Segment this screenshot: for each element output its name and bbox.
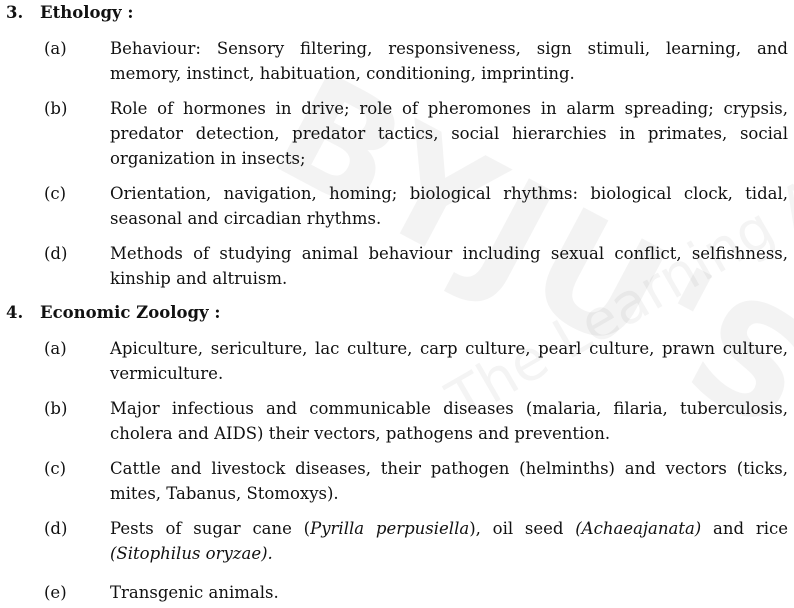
item-label: (a) xyxy=(44,39,67,58)
item-label: (a) xyxy=(44,339,67,358)
item-text: Apiculture, sericulture, lac culture, carp culture, pearl culture, prawn culture, vermiculture. xyxy=(110,339,788,383)
item-label: (d) xyxy=(44,244,68,263)
item-text: Behaviour: Sensory filtering, responsiveness, sign stimuli, learning, and memory, instinct, habituation, conditioning, imprinting. xyxy=(110,39,788,83)
item-text: Methods of studying animal behaviour including sexual conflict, selfishness, kinship and altruism. xyxy=(110,244,788,288)
species-name-sitophilus: (Sitophilus oryzae). xyxy=(110,544,273,563)
section-heading-ethology xyxy=(6,3,133,22)
section-title: Ethology : xyxy=(40,3,134,22)
item-label: (b) xyxy=(44,99,68,118)
item-text: Cattle and livestock diseases, their pathogen (helminths) and vectors (ticks, mites, Tabanus, Stomoxys). xyxy=(110,459,788,503)
section-title: Economic Zoology : xyxy=(40,303,221,322)
species-name-achaeajanata: (Achaeajanata) xyxy=(575,519,702,538)
item-text xyxy=(110,516,794,566)
item-text: Major infectious and communicable diseases (malaria, filaria, tuberculosis, cholera and AIDS) their vectors, pathogens and prevention. xyxy=(110,399,788,443)
item-text: Role of hormones in drive; role of pheromones in alarm spreading; crypsis, predator detection, predator tactics, social hierarchies in primates, social organization in insects; xyxy=(110,99,788,168)
item-label: (c) xyxy=(44,184,67,203)
item-label: (e) xyxy=(44,583,67,602)
item-text: Orientation, navigation, homing; biological rhythms: biological clock, tidal, seasonal and circadian rhythms. xyxy=(110,184,788,228)
text-part: Pests of sugar cane ( xyxy=(110,519,311,538)
item-label: (c) xyxy=(44,459,67,478)
section-number: 3. xyxy=(6,3,24,22)
text-part: ), oil seed xyxy=(469,519,576,538)
item-text: Transgenic animals. xyxy=(110,583,279,602)
species-name-pyrilla: Pyrilla perpusiella xyxy=(310,519,470,538)
section-number: 4. xyxy=(6,303,24,322)
item-label: (d) xyxy=(44,519,68,538)
item-label: (b) xyxy=(44,399,68,418)
section-heading-economic-zoology xyxy=(6,303,220,322)
text-part: and rice xyxy=(701,519,794,538)
